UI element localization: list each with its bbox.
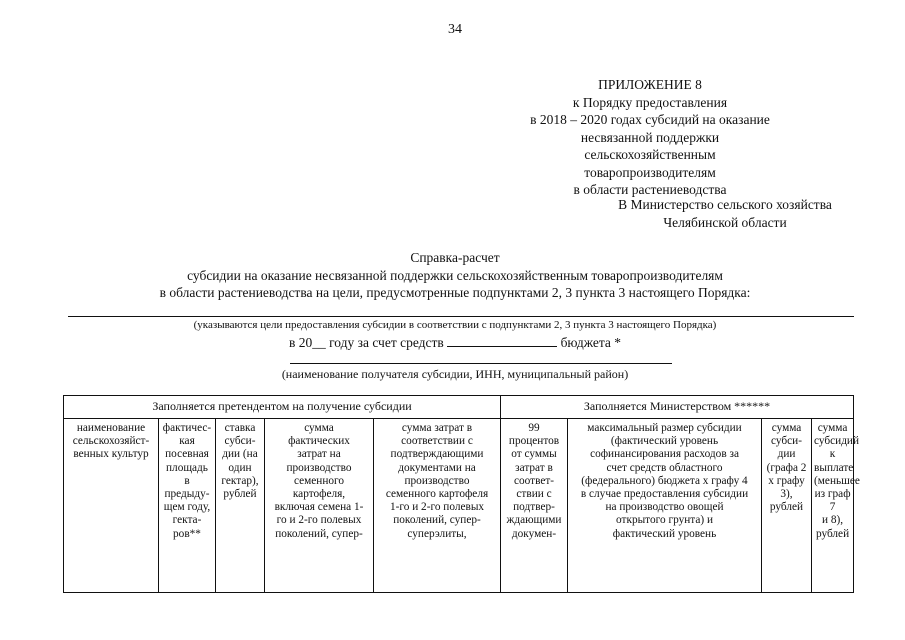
column-header-payout-sum: сумма субсидий к выплате (меньшее из граф 7 и 8), рублей <box>812 419 854 593</box>
column-header-subsidy-sum: сумма субси- дии (графа 2 х графу 3), рублей <box>762 419 812 593</box>
appendix-line: сельскохозяйственным товаропроизводителям <box>584 147 716 180</box>
purpose-hint: (указываются цели предоставления субсидии в соответствии с подпунктами 2, 3 пункта 3 настоящего Порядка) <box>193 319 717 331</box>
year-line <box>60 334 850 351</box>
applicant-group-header: Заполняется претендентом на получение субсидии <box>64 396 501 419</box>
table-group-row <box>64 396 854 419</box>
purpose-line <box>68 316 854 317</box>
ministry-group-header: Заполняется Министерством ****** <box>501 396 854 419</box>
form-subtitle: субсидии на оказание несвязанной поддержки сельскохозяйственным товаропроизводителям <box>187 267 723 283</box>
appendix-header <box>520 76 780 199</box>
addressee-block <box>580 196 870 231</box>
addressee-line: В Министерство сельского хозяйства <box>618 197 832 212</box>
column-header-rate: ставка субси- дии (на один гектар), рублей <box>216 419 265 593</box>
appendix-title: ПРИЛОЖЕНИЕ 8 <box>598 77 702 92</box>
column-header-documented-costs: сумма затрат в соответствии с подтверждающими документами на производство семенного картофеля 1-го и 2-го полевых поколений, супер- суперэлиты, <box>374 419 501 593</box>
calculation-table <box>63 395 860 593</box>
year-prefix: в 20__ году за счет средств <box>288 335 444 350</box>
column-header-sown-area: фактичес- кая посевная площадь в предыду- щем году, гекта- ров** <box>159 419 216 593</box>
form-title: Справка-расчет <box>410 250 500 265</box>
appendix-line: в 2018 – 2020 годах субсидий на оказание <box>530 112 770 127</box>
addressee-line: Челябинской области <box>663 214 787 230</box>
column-header-99-percent: 99 процентов от суммы затрат в соответ- ствии с подтвер- ждающими докумен- <box>501 419 568 593</box>
column-header-max-subsidy: максимальный размер субсидии (фактический уровень софинансирования расходов за счет средств областного (федерального) бюджета х графу 4 в случае предоставления субсидии на производство овощей открытого грунта) и фактический уровень <box>568 419 762 593</box>
recipient-hint: (наименование получателя субсидии, ИНН, муниципальный район) <box>281 367 629 381</box>
budget-blank <box>447 334 557 347</box>
table-header-row <box>64 419 854 593</box>
form-subtitle: в области растениеводства на цели, предусмотренные подпунктами 2, 3 пункта 3 настоящего Порядка: <box>159 285 751 300</box>
recipient-line <box>290 363 672 364</box>
column-header-actual-costs: сумма фактических затрат на производство семенного картофеля, включая семена 1- го и 2-го полевых поколений, супер- <box>265 419 374 593</box>
appendix-line: к Порядку предоставления <box>572 94 728 110</box>
appendix-line: в области растениеводства <box>573 182 727 197</box>
column-header-crop-name: наименование сельскохозяйст- венных культур <box>64 419 159 593</box>
page-number: 34 <box>448 22 462 37</box>
year-suffix: бюджета * <box>560 335 622 350</box>
form-title-block <box>60 249 850 302</box>
appendix-line: несвязанной поддержки <box>580 129 720 145</box>
